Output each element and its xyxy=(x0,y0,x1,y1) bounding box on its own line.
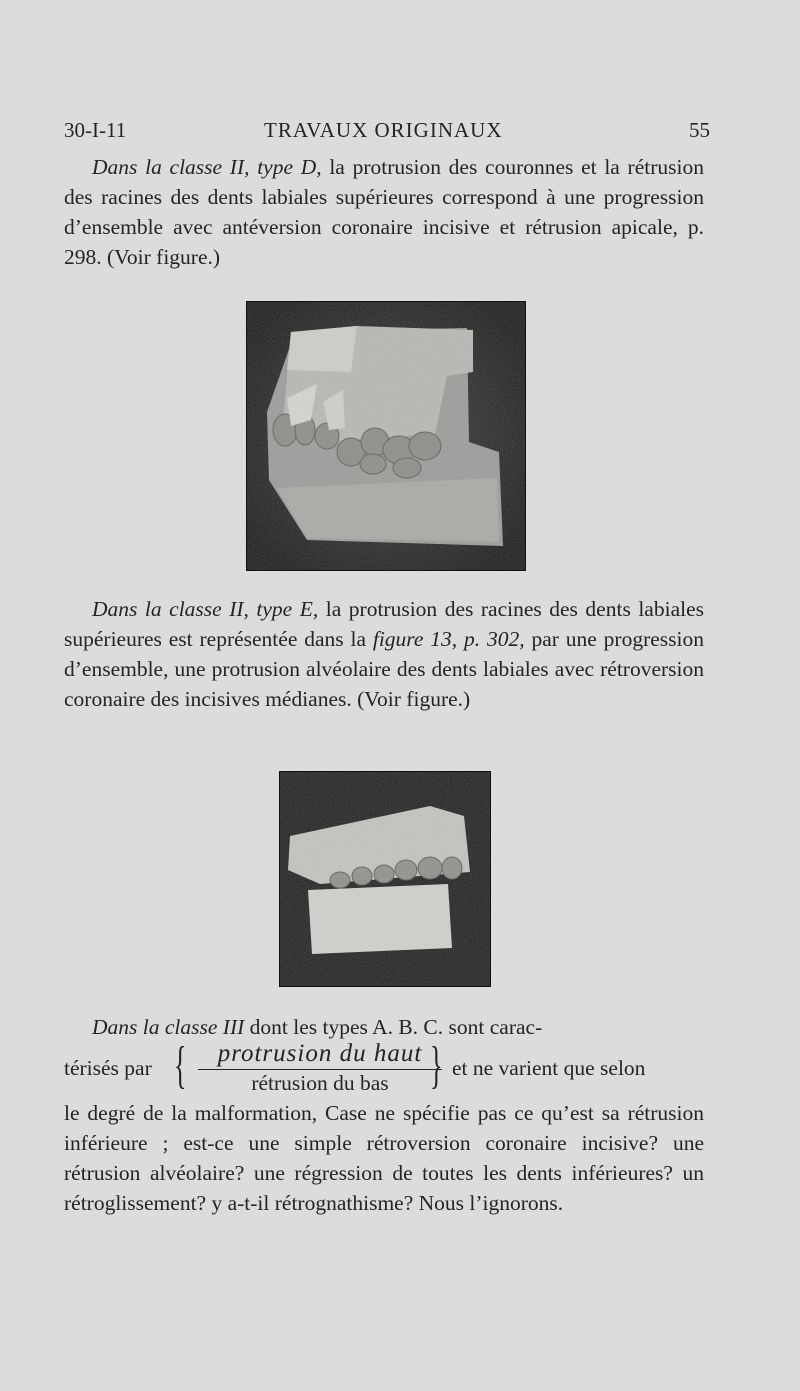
fraction xyxy=(198,1037,443,1096)
figure-dental-cast-1 xyxy=(246,301,526,571)
paragraph-lead: Dans la classe III xyxy=(92,1015,245,1039)
paragraph-class-III xyxy=(64,1012,704,1042)
paragraph-lead: Dans la classe II, type D, xyxy=(92,155,322,179)
header-title: TRAVAUX ORIGINAUX xyxy=(264,118,503,142)
paragraph-lead: Dans la classe II, type E, xyxy=(92,597,319,621)
dental-cast-photo-icon xyxy=(280,772,490,986)
fraction-formula xyxy=(64,1037,704,1096)
formula-prefix: térisés par xyxy=(64,1056,152,1080)
paragraph-text: la protrusion des couronnes et la rétrusion des racines des dents labiales supérieures correspond à une progression d’ensemble avec antéversion coronaire incisive et rétrusion apicale, p. 298. (Voir figure.) xyxy=(64,155,704,269)
right-brace-icon: } xyxy=(430,1037,443,1094)
paragraph-continuation: le degré de la malformation, Case ne spécifie pas ce qu’est sa rétrusion inférieure ; est-ce une simple rétroversion coronaire incisive? une rétrusion alvéolaire? une régression de toutes les dents inférieures? un rétroglissement? y a-t-il rétrognathisme? Nous l’ignorons. xyxy=(64,1101,704,1215)
paragraph-class-II-type-D xyxy=(64,152,704,272)
left-brace-icon: { xyxy=(174,1037,187,1094)
figure-reference: figure 13, p. 302, xyxy=(372,627,525,651)
header-date: 30-I-11 xyxy=(64,118,127,142)
paragraph-text: dont les types A. B. C. sont carac- xyxy=(244,1015,543,1039)
dental-cast-photo-icon xyxy=(247,302,525,570)
page-number: 55 xyxy=(689,118,710,142)
paragraph-text-b: par une progression d’ensemble, une protrusion alvéolaire des dents labiales avec rétroversion coronaire des incisives médianes. (Voir figure.) xyxy=(64,627,704,711)
fraction-denominator: rétrusion du bas xyxy=(251,1071,389,1095)
figure-dental-cast-2 xyxy=(279,771,491,987)
running-header xyxy=(64,118,710,148)
formula-suffix: et ne varient que selon xyxy=(452,1056,646,1080)
paragraph-text-a: la protrusion des racines des dents labiales supérieures est représentée dans la xyxy=(64,597,704,651)
fraction-numerator: protrusion du haut xyxy=(198,1040,442,1070)
paragraph-class-II-type-E xyxy=(64,594,704,714)
